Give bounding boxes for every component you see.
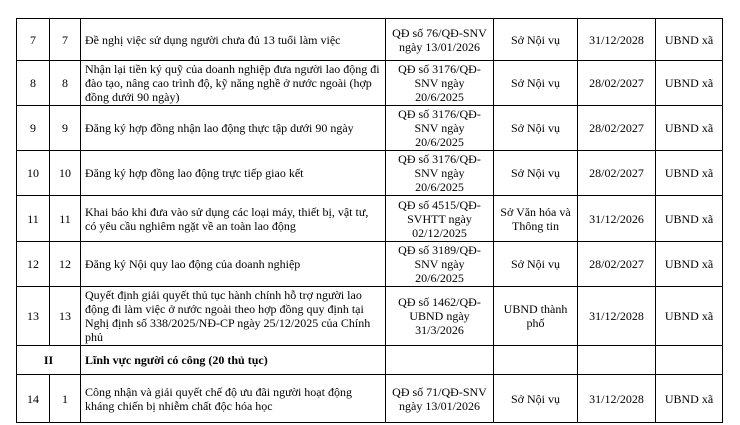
- procedure-name: Khai báo khi đưa vào sử dụng các loại máy, thiết bị, vật tư, có yêu cầu nghiêm ngặt về an toàn lao động: [81, 196, 386, 242]
- table-row: [17, 287, 723, 346]
- authority-level: UBND xã: [656, 106, 723, 151]
- row-number: 12: [50, 242, 81, 287]
- decision-ref: QĐ số 3176/QĐ-SNV ngày 20/6/2025: [386, 61, 494, 106]
- deadline-date: 31/12/2028: [578, 375, 656, 423]
- decision-ref: QĐ số 3189/QĐ-SNV ngày 20/6/2025: [386, 242, 494, 287]
- decision-ref: QĐ số 3176/QĐ-SNV ngày 20/6/2025: [386, 106, 494, 151]
- authority-level: UBND xã: [656, 61, 723, 106]
- row-number: 1: [50, 375, 81, 423]
- agency: Sở Nội vụ: [494, 106, 578, 151]
- agency: Sở Văn hóa và Thông tin: [494, 196, 578, 242]
- row-number: 7: [50, 19, 81, 61]
- empty-cell: [386, 346, 494, 375]
- table-row: [17, 375, 723, 423]
- table-row: [17, 196, 723, 242]
- empty-cell: [494, 346, 578, 375]
- deadline-date: 28/02/2027: [578, 61, 656, 106]
- procedure-name: Quyết định giải quyết thủ tục hành chính hỗ trợ người lao động đi làm việc ở nước ngoài theo hợp đồng quy định tại Nghị định số 338/2025/NĐ-CP ngày 25/12/2025 của Chính phủ: [81, 287, 386, 346]
- row-stt: 8: [17, 61, 50, 106]
- procedures-table: [16, 18, 723, 423]
- agency: Sở Nội vụ: [494, 151, 578, 196]
- authority-level: UBND xã: [656, 287, 723, 346]
- deadline-date: 31/12/2028: [578, 19, 656, 61]
- decision-ref: QĐ số 71/QĐ-SNV ngày 13/01/2026: [386, 375, 494, 423]
- agency: Sở Nội vụ: [494, 242, 578, 287]
- deadline-date: 28/02/2027: [578, 106, 656, 151]
- table-row: [17, 242, 723, 287]
- procedure-name: Đề nghị việc sử dụng người chưa đủ 13 tuổi làm việc: [81, 19, 386, 61]
- decision-ref: QĐ số 3176/QĐ-SNV ngày 20/6/2025: [386, 151, 494, 196]
- row-number: 10: [50, 151, 81, 196]
- authority-level: UBND xã: [656, 242, 723, 287]
- procedure-name: Đăng ký Nội quy lao động của doanh nghiệp: [81, 242, 386, 287]
- deadline-date: 31/12/2026: [578, 196, 656, 242]
- empty-cell: [656, 346, 723, 375]
- row-number: 8: [50, 61, 81, 106]
- section-title: Lĩnh vực người có công (20 thủ tục): [81, 346, 386, 375]
- authority-level: UBND xã: [656, 19, 723, 61]
- deadline-date: 28/02/2027: [578, 242, 656, 287]
- row-number: 13: [50, 287, 81, 346]
- row-number: 11: [50, 196, 81, 242]
- row-stt: 7: [17, 19, 50, 61]
- agency: Sở Nội vụ: [494, 375, 578, 423]
- authority-level: UBND xã: [656, 375, 723, 423]
- authority-level: UBND xã: [656, 196, 723, 242]
- procedure-name: Công nhận và giải quyết chế độ ưu đãi người hoạt động kháng chiến bị nhiễm chất độc hóa học: [81, 375, 386, 423]
- table-row: [17, 61, 723, 106]
- table-row: [17, 19, 723, 61]
- authority-level: UBND xã: [656, 151, 723, 196]
- empty-cell: [578, 346, 656, 375]
- row-stt: 11: [17, 196, 50, 242]
- row-stt: 12: [17, 242, 50, 287]
- row-stt: 13: [17, 287, 50, 346]
- decision-ref: QĐ số 4515/QĐ-SVHTT ngày 02/12/2025: [386, 196, 494, 242]
- agency: UBND thành phố: [494, 287, 578, 346]
- table-row: [17, 151, 723, 196]
- agency: Sở Nội vụ: [494, 61, 578, 106]
- section-roman: II: [17, 346, 81, 375]
- row-stt: 10: [17, 151, 50, 196]
- procedure-name: Đăng ký hợp đồng lao động trực tiếp giao kết: [81, 151, 386, 196]
- deadline-date: 31/12/2028: [578, 287, 656, 346]
- agency: Sở Nội vụ: [494, 19, 578, 61]
- deadline-date: 28/02/2027: [578, 151, 656, 196]
- table-row: [17, 106, 723, 151]
- row-stt: 14: [17, 375, 50, 423]
- decision-ref: QĐ số 76/QĐ-SNV ngày 13/01/2026: [386, 19, 494, 61]
- row-stt: 9: [17, 106, 50, 151]
- procedure-name: Đăng ký hợp đồng nhận lao động thực tập dưới 90 ngày: [81, 106, 386, 151]
- decision-ref: QĐ số 1462/QĐ-UBND ngày 31/3/2026: [386, 287, 494, 346]
- section-row: [17, 346, 723, 375]
- procedure-name: Nhận lại tiền ký quỹ của doanh nghiệp đưa người lao động đi đào tạo, nâng cao trình độ, kỹ năng nghề ở nước ngoài (hợp đồng dưới 90 ngày): [81, 61, 386, 106]
- row-number: 9: [50, 106, 81, 151]
